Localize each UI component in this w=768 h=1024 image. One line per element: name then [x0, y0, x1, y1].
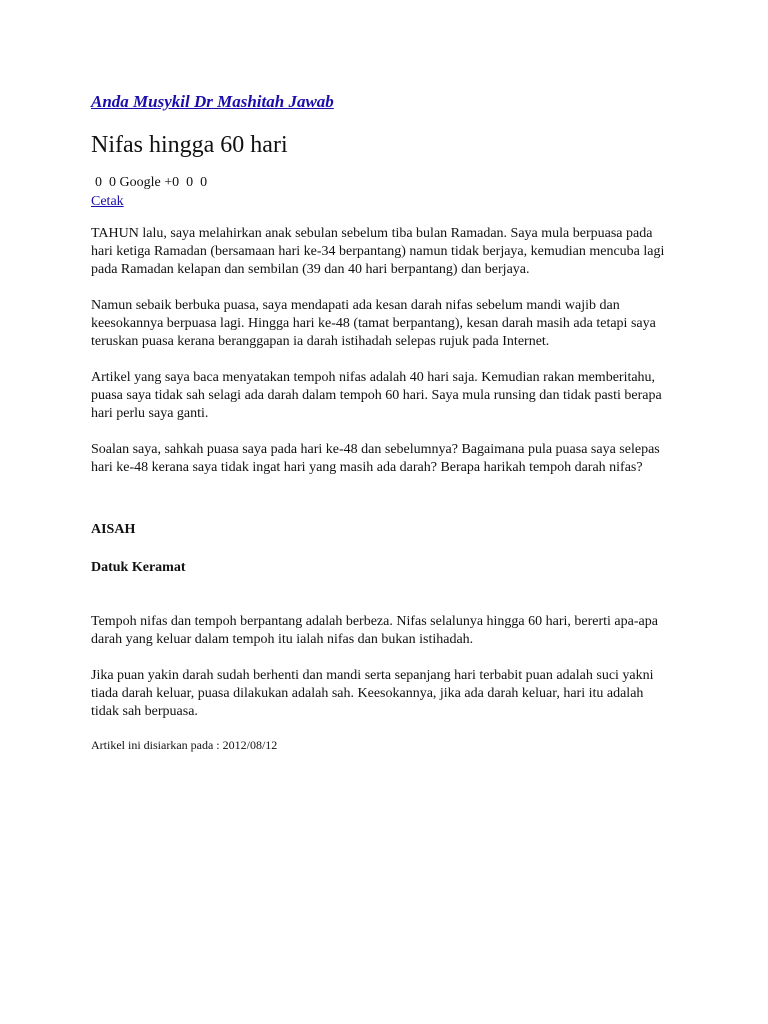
article [91, 90, 671, 753]
share-count-2[interactable]: 0 [109, 175, 116, 190]
question-body [91, 225, 671, 477]
sender-name: AISAH [91, 522, 136, 537]
share-count-1[interactable]: 0 [95, 175, 102, 190]
share-count-3[interactable]: 0 [186, 175, 194, 190]
question-paragraph: Namun sebaik berbuka puasa, saya mendapati ada kesan darah nifas sebelum mandi wajib dan keesokannya berpuasa lagi. Hingga hari ke-48 (tamat berpantang), kesan darah masih ada tetapi saya teruskan puasa kerana beranggapan ia darah istihadah selepas rujuk pada Internet. [91, 298, 656, 349]
answer-body [91, 613, 671, 721]
question-paragraph: Artikel yang saya baca menyatakan tempoh nifas adalah 40 hari saja. Kemudian rakan memberitahu, puasa saya tidak sah selagi ada darah dalam tempoh 60 hari. Saya mula runsing dan tidak pasti berapa hari perlu saya ganti. [91, 370, 662, 421]
sender-place: Datuk Keramat [91, 560, 186, 575]
share-bar [91, 174, 671, 192]
question-paragraph: Soalan saya, sahkah puasa saya pada hari ke-48 dan sebelumnya? Bagaimana pula puasa saya selepas hari ke-48 kerana saya tidak ingat hari yang masih ada darah? Berapa harikah tempoh darah nifas? [91, 442, 660, 475]
question-paragraph: TAHUN lalu, saya melahirkan anak sebulan sebelum tiba bulan Ramadan. Saya mula berpuasa pada hari ketiga Ramadan (bersamaan hari ke-34 berpantang) namun tidak berjaya, kemudian mencuba lagi pada Ramadan kelapan dan sembilan (39 dan 40 hari berpantang) dan berjaya. [91, 226, 665, 277]
share-count-4[interactable]: 0 [200, 175, 208, 190]
print-link[interactable]: Cetak [91, 194, 124, 209]
answer-paragraph: Tempoh nifas dan tempoh berpantang adalah berbeza. Nifas selalunya hingga 60 hari, bererti apa-apa darah yang keluar dalam tempoh itu ialah nifas dan bukan istihadah. [91, 614, 658, 647]
answer-paragraph: Jika puan yakin darah sudah berhenti dan mandi serta sepanjang hari terbabit puan adalah suci yakni tiada darah keluar, puasa dilakukan adalah sah. Keesokannya, jika ada darah keluar, hari itu adalah tidak sah berpuasa. [91, 668, 654, 719]
section-link[interactable]: Anda Musykil Dr Mashitah Jawab [91, 92, 334, 111]
google-plus-button[interactable]: Google +0 [119, 175, 180, 190]
article-title: Nifas hingga 60 hari [91, 132, 288, 158]
published-date: Artikel ini disiarkan pada : 2012/08/12 [91, 738, 278, 752]
